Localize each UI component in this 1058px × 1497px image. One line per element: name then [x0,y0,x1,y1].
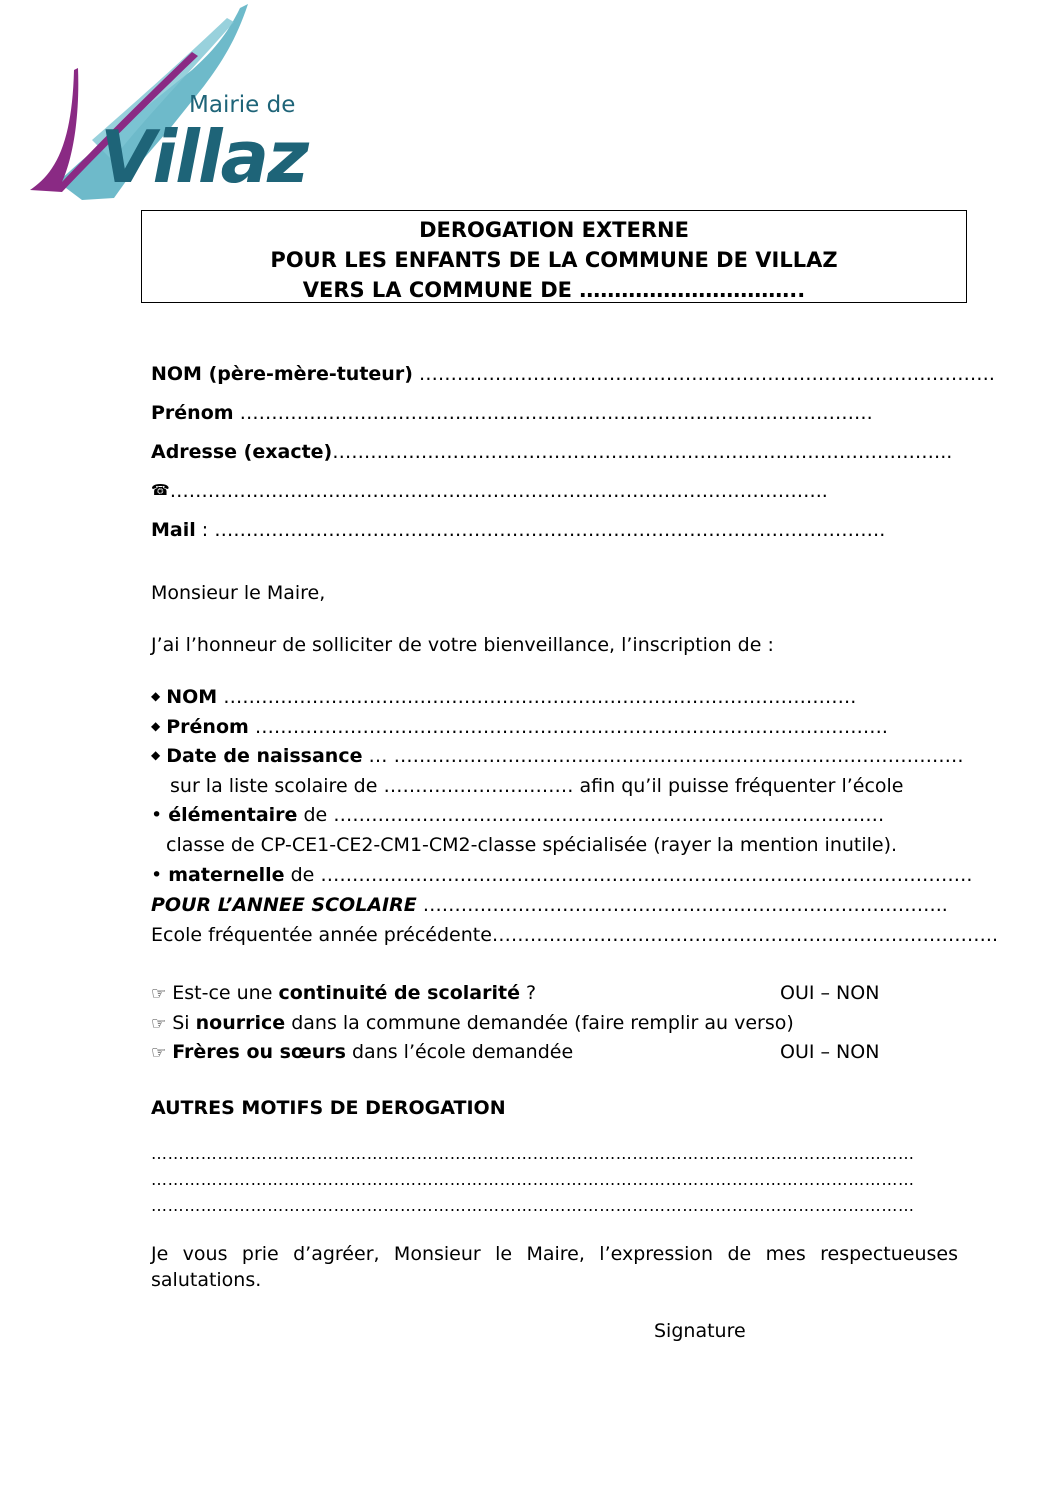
field-fill-line[interactable]: ………………………………………………………………………………………. [248,716,888,738]
signature-label: Signature [654,1320,746,1342]
diamond-bullet-icon: ◆ [151,748,161,762]
child-maternelle [151,864,972,886]
salutation: Monsieur le Maire, [151,582,326,604]
request-text: J’ai l’honneur de solliciter de votre bienveillance, l’inscription de : [151,634,774,656]
field-nom-parent [151,363,995,385]
field-label: Date de naissance [166,745,363,767]
motifs-heading: AUTRES MOTIFS DE DEROGATION [151,1097,506,1119]
closing-text: Je vous prie d’agréer, Monsieur le Maire, l’expression de mes respectueuses salutations. [151,1243,958,1291]
field-adresse [151,441,952,463]
question-text-end: dans la commune demandée (faire remplir au verso) [285,1012,794,1034]
question-nourrice [151,1012,794,1034]
logo-mairie-text: Mairie de [189,92,296,118]
dot-bullet-icon: • [151,864,169,886]
field-fill-line[interactable]: de …………………………………………………………………………………………. [284,864,973,886]
field-fill-line[interactable]: : ……………………………………………………………………………………………. [195,519,886,541]
child-elementaire [151,804,884,826]
dot-bullet-icon: • [151,804,169,826]
title-box [141,210,967,303]
field-label: maternelle [168,864,285,886]
question-text: Si [172,1012,196,1034]
title-line-1: DEROGATION EXTERNE [419,218,689,242]
title-line-3: VERS LA COMMUNE DE ………………………….. [302,278,806,302]
annee-scolaire [151,894,948,916]
question-bold: Frères ou sœurs [172,1041,346,1063]
answer-oui-non-1[interactable]: OUI – NON [780,982,880,1004]
liste-scolaire-text: sur la liste scolaire de ………………………… afin qu’il puisse fréquenter l’école [170,775,904,797]
diamond-bullet-icon: ◆ [151,719,161,733]
field-fill-line[interactable]: ………………………………………………………………………………………….. [169,480,828,502]
field-telephone [151,480,828,502]
pointing-hand-icon: ☞ [151,1014,167,1034]
field-fill-line[interactable]: …………………………………………………………………………………….. [332,441,953,463]
question-text: Est-ce une [172,982,279,1004]
field-label: NOM (père-mère-tuteur) [151,363,413,385]
ecole-precedente[interactable]: Ecole fréquentée année précédente…………………………………………………………………….. [151,924,998,946]
diamond-bullet-icon: ◆ [151,689,161,703]
field-fill-line[interactable]: ………………………………………………………………………………………. [217,686,857,708]
pointing-hand-icon: ☞ [151,1043,167,1063]
field-prenom-parent [151,402,873,424]
classe-text: classe de CP-CE1-CE2-CM1-CM2-classe spécialisée (rayer la mention inutile). [166,834,898,856]
pointing-hand-icon: ☞ [151,984,167,1004]
phone-icon: ☎ [151,481,170,499]
child-naissance [151,745,964,767]
field-label: élémentaire [168,804,298,826]
question-text-end: ? [519,982,537,1004]
field-label: Mail [151,519,196,541]
field-fill-line[interactable]: de …………………………………………………………………………… [297,804,885,826]
field-label: POUR L’ANNEE SCOLAIRE [151,894,417,916]
question-continuite [151,982,536,1004]
motifs-line-1[interactable]: ………………………………………………………………………………………………………………………… [151,1144,915,1163]
field-fill-line[interactable]: ………………………………………………………………………………………. [233,402,873,424]
answer-oui-non-2[interactable]: OUI – NON [780,1041,880,1063]
field-mail [151,519,885,541]
field-fill-line[interactable]: ……………………………………………………………………….. [416,894,948,916]
logo-villaz-text: Villaz [100,115,307,199]
field-label: Prénom [166,716,249,738]
mairie-de-villaz-logo [22,0,312,215]
field-label: NOM [166,686,218,708]
question-bold: nourrice [195,1012,286,1034]
question-text-end: dans l’école demandée [345,1041,574,1063]
question-bold: continuité de scolarité [278,982,520,1004]
field-label: Prénom [151,402,234,424]
title-line-2: POUR LES ENFANTS DE LA COMMUNE DE VILLAZ [270,248,838,272]
motifs-line-2[interactable]: ………………………………………………………………………………………………………………………… [151,1170,915,1189]
field-fill-line[interactable]: … ……………………………………………………………………………… [362,745,964,767]
field-fill-line[interactable]: ………………………………………………………………………………. [412,363,995,385]
motifs-line-3[interactable]: ………………………………………………………………………………………………………………………… [151,1196,915,1215]
question-freres-soeurs [151,1041,573,1063]
child-nom [151,686,856,708]
field-label: Adresse (exacte) [151,441,333,463]
child-prenom [151,716,888,738]
